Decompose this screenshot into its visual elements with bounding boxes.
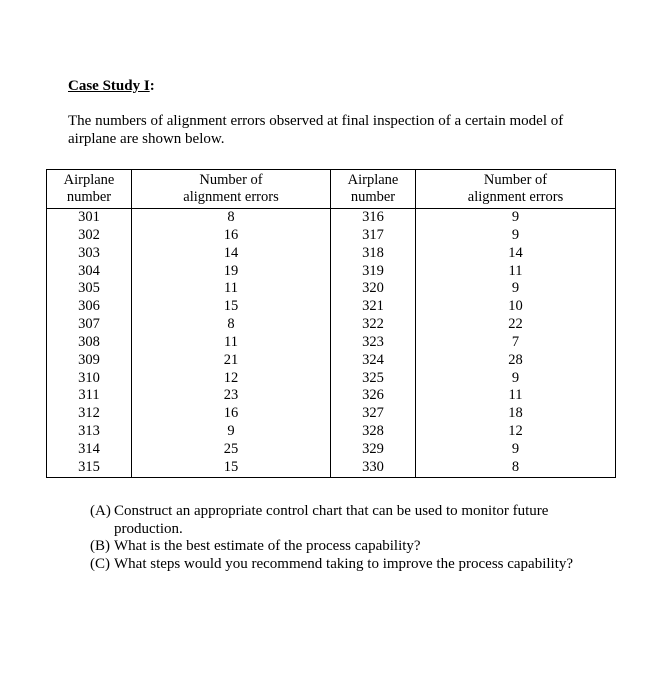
airplane-number-cell: 330 [331,459,416,477]
table-row [47,280,616,298]
alignment-errors-cell: 11 [416,263,616,281]
question-label: (C) [90,555,110,572]
airplane-number-cell: 309 [47,352,132,370]
intro-paragraph: The numbers of alignment errors observed at final inspection of a certain model of airplane are shown below. [68,113,564,147]
alignment-errors-cell: 14 [132,245,331,263]
alignment-errors-cell: 9 [416,441,616,459]
header-alignment-errors [132,170,331,209]
table-row [47,209,616,227]
alignment-errors-cell: 9 [132,423,331,441]
alignment-errors-cell: 21 [132,352,331,370]
airplane-number-cell: 320 [331,280,416,298]
question-label: (A) [90,503,111,519]
alignment-errors-cell: 28 [416,352,616,370]
alignment-errors-cell: 11 [416,387,616,405]
question-label: (B) [90,538,110,554]
airplane-number-cell: 311 [47,387,132,405]
airplane-number-cell: 313 [47,423,132,441]
airplane-number-cell: 327 [331,405,416,423]
airplane-number-cell: 323 [331,334,416,352]
question-b [90,538,610,556]
header-line: Number of [199,172,263,188]
airplane-number-cell: 315 [47,459,132,477]
alignment-errors-cell: 19 [132,263,331,281]
alignment-errors-cell: 8 [132,316,331,334]
table-row [47,459,616,477]
table-row [47,387,616,405]
alignment-errors-cell: 16 [132,405,331,423]
alignment-errors-cell: 11 [132,334,331,352]
table-row [47,263,616,281]
alignment-errors-cell: 25 [132,441,331,459]
alignment-errors-cell: 11 [132,280,331,298]
alignment-errors-cell: 16 [132,227,331,245]
airplane-number-cell: 324 [331,352,416,370]
table-row [47,227,616,245]
airplane-number-cell: 302 [47,227,132,245]
alignment-errors-cell: 8 [132,209,331,227]
airplane-number-cell: 312 [47,405,132,423]
header-line: number [66,189,112,205]
case-study-title: Case Study I [68,78,150,94]
question-text: What steps would you recommend taking to improve the process capability? [114,555,574,572]
airplane-number-cell: 301 [47,209,132,227]
alignment-errors-cell: 9 [416,370,616,388]
table-row [47,245,616,263]
table-row [47,423,616,441]
header-airplane-number [331,170,416,209]
airplane-number-cell: 316 [331,209,416,227]
alignment-errors-cell: 10 [416,298,616,316]
airplane-number-cell: 326 [331,387,416,405]
airplane-number-cell: 306 [47,298,132,316]
header-alignment-errors [416,170,616,209]
header-line: alignment errors [467,189,564,205]
header-line: alignment errors [183,189,279,205]
alignment-errors-cell: 8 [416,459,616,477]
case-study-colon: : [149,78,155,94]
case-study-heading [68,77,155,95]
header-line: Airplane [63,172,115,188]
alignment-errors-cell: 9 [416,227,616,245]
airplane-number-cell: 305 [47,280,132,298]
table-row [47,334,616,352]
table-row [47,370,616,388]
alignment-errors-cell: 7 [416,334,616,352]
airplane-number-cell: 329 [331,441,416,459]
table-row [47,352,616,370]
alignment-errors-cell: 12 [132,370,331,388]
header-line: number [350,189,396,205]
airplane-number-cell: 328 [331,423,416,441]
questions-list [90,503,610,573]
table-row [47,405,616,423]
airplane-number-cell: 310 [47,370,132,388]
header-airplane-number [47,170,132,209]
alignment-errors-cell: 9 [416,280,616,298]
question-c [90,556,610,574]
airplane-number-cell: 304 [47,263,132,281]
alignment-errors-cell: 15 [132,459,331,477]
alignment-errors-cell: 18 [416,405,616,423]
table-row [47,316,616,334]
airplane-number-cell: 318 [331,245,416,263]
alignment-errors-cell: 12 [416,423,616,441]
alignment-errors-cell: 14 [416,245,616,263]
question-text: What is the best estimate of the process capability? [114,538,421,554]
header-line: Number of [483,172,548,188]
alignment-errors-cell: 22 [416,316,616,334]
airplane-number-cell: 325 [331,370,416,388]
table-header-row [47,170,616,209]
airplane-number-cell: 321 [331,298,416,316]
airplane-number-cell: 314 [47,441,132,459]
table-row [47,298,616,316]
alignment-errors-cell: 9 [416,209,616,227]
airplane-number-cell: 319 [331,263,416,281]
table-body [47,209,616,478]
airplane-number-cell: 307 [47,316,132,334]
airplane-number-cell: 308 [47,334,132,352]
question-a [90,503,610,538]
airplane-number-cell: 317 [331,227,416,245]
airplane-number-cell: 303 [47,245,132,263]
airplane-number-cell: 322 [331,316,416,334]
table-row [47,441,616,459]
question-text: Construct an appropriate control chart that can be used to monitor future production. [114,503,549,537]
alignment-errors-cell: 23 [132,387,331,405]
alignment-errors-table [46,169,616,478]
header-line: Airplane [347,172,399,188]
alignment-errors-cell: 15 [132,298,331,316]
